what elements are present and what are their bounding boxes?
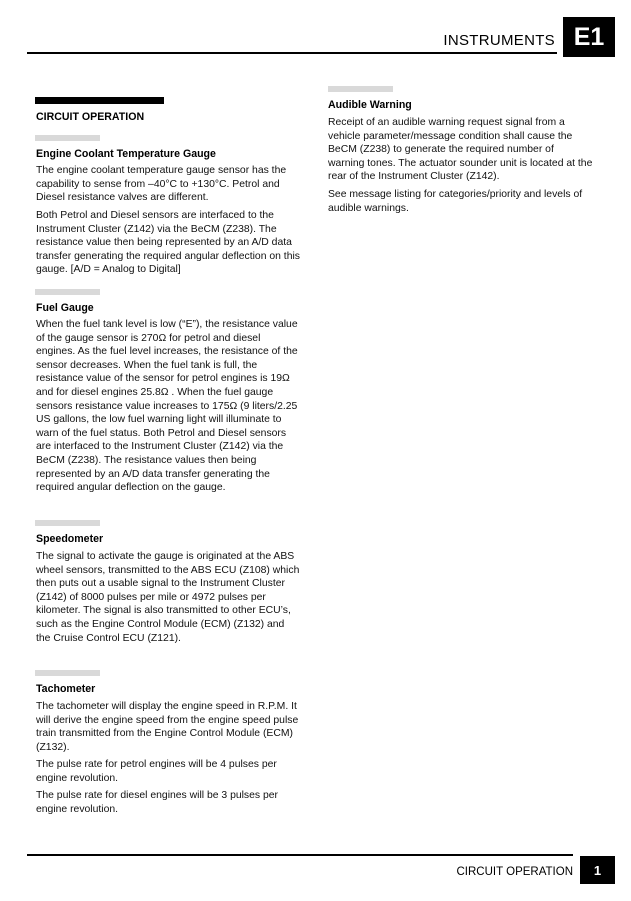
footer-label: CIRCUIT OPERATION xyxy=(456,866,573,878)
coolant-paragraph-2: Both Petrol and Diesel sensors are interfaced to the Instrument Cluster (Z142) via the BeCM (Z238). The resistance value then being represented by an A/D data transfer generating the required angular deflection on this gauge. [A/D = Analog to Digital] xyxy=(36,210,300,276)
header-title: INSTRUMENTS xyxy=(443,32,555,49)
section-divider xyxy=(35,289,100,295)
fuel-paragraph-1: When the fuel tank level is low (“E”), the resistance value of the gauge sensor is 270Ω for petrol and diesel engines. As the fuel level increases, the resistance of the sensor decreases. When the fuel tank is full, the resistance value of the sensor for petrol engines is 19Ω and for diesel engines 25.8Ω . When the fuel gauge sensors resistance value increases to 175Ω (9 liters/2.25 US gallons, the low fuel warning light will illuminate to warn of the fuel status. Both Petrol and Diesel sensors are interfaced to the Instrument Cluster (Z142) via the BeCM (Z238). The resistance values then being represented by an A/D data transfer generating the required angular deflection on the gauge. xyxy=(36,319,298,494)
section-divider xyxy=(328,86,393,92)
header-rule xyxy=(27,52,557,54)
section-code-badge: E1 xyxy=(563,17,615,57)
tachometer-paragraph-2: The pulse rate for petrol engines will be 4 pulses per engine revolution. xyxy=(36,759,277,784)
main-heading: CIRCUIT OPERATION xyxy=(36,111,145,123)
section-divider xyxy=(35,520,100,526)
tachometer-paragraph-3: The pulse rate for diesel engines will be 3 pulses per engine revolution. xyxy=(36,790,279,815)
page-number: 1 xyxy=(580,856,615,884)
fuel-heading: Fuel Gauge xyxy=(36,302,94,314)
speedometer-paragraph-1: The signal to activate the gauge is originated at the ABS wheel sensors, transmitted to the ABS ECU (Z108) which then puts out a usable signal to the Instrument Cluster (Z142) of 8000 pulses per mile or 4972 pulses per kilometer. The signal is also transmitted to other ECU’s, such as the Engine Control Module (ECM) (Z132) and the Cruise Control ECU (Z121). xyxy=(36,551,300,644)
tachometer-paragraph-1: The tachometer will display the engine speed in R.P.M. It will derive the engine speed from the engine speed pulse train transmitted from the Engine Control Module (ECM) (Z132). xyxy=(36,701,299,753)
tachometer-heading: Tachometer xyxy=(36,683,96,695)
section-divider xyxy=(35,670,100,676)
coolant-paragraph-1: The engine coolant temperature gauge sensor has the capability to sense from –40°C to +130°C. Petrol and Diesel resistance valves are different. xyxy=(36,165,287,204)
audible-paragraph-2: See message listing for categories/priority and levels of audible warnings. xyxy=(328,189,583,214)
audible-paragraph-1: Receipt of an audible warning request signal from a vehicle parameter/message condition shall cause the BeCM (Z238) to generate the required number of warning tones. The actuator sounder unit is located at the rear of the Instrument Cluster (Z142). xyxy=(328,117,593,183)
speedometer-heading: Speedometer xyxy=(36,533,104,545)
coolant-heading: Engine Coolant Temperature Gauge xyxy=(36,148,216,160)
footer-rule xyxy=(27,854,573,856)
audible-heading: Audible Warning xyxy=(328,99,412,111)
heading-bar xyxy=(35,97,164,104)
section-divider xyxy=(35,135,100,141)
